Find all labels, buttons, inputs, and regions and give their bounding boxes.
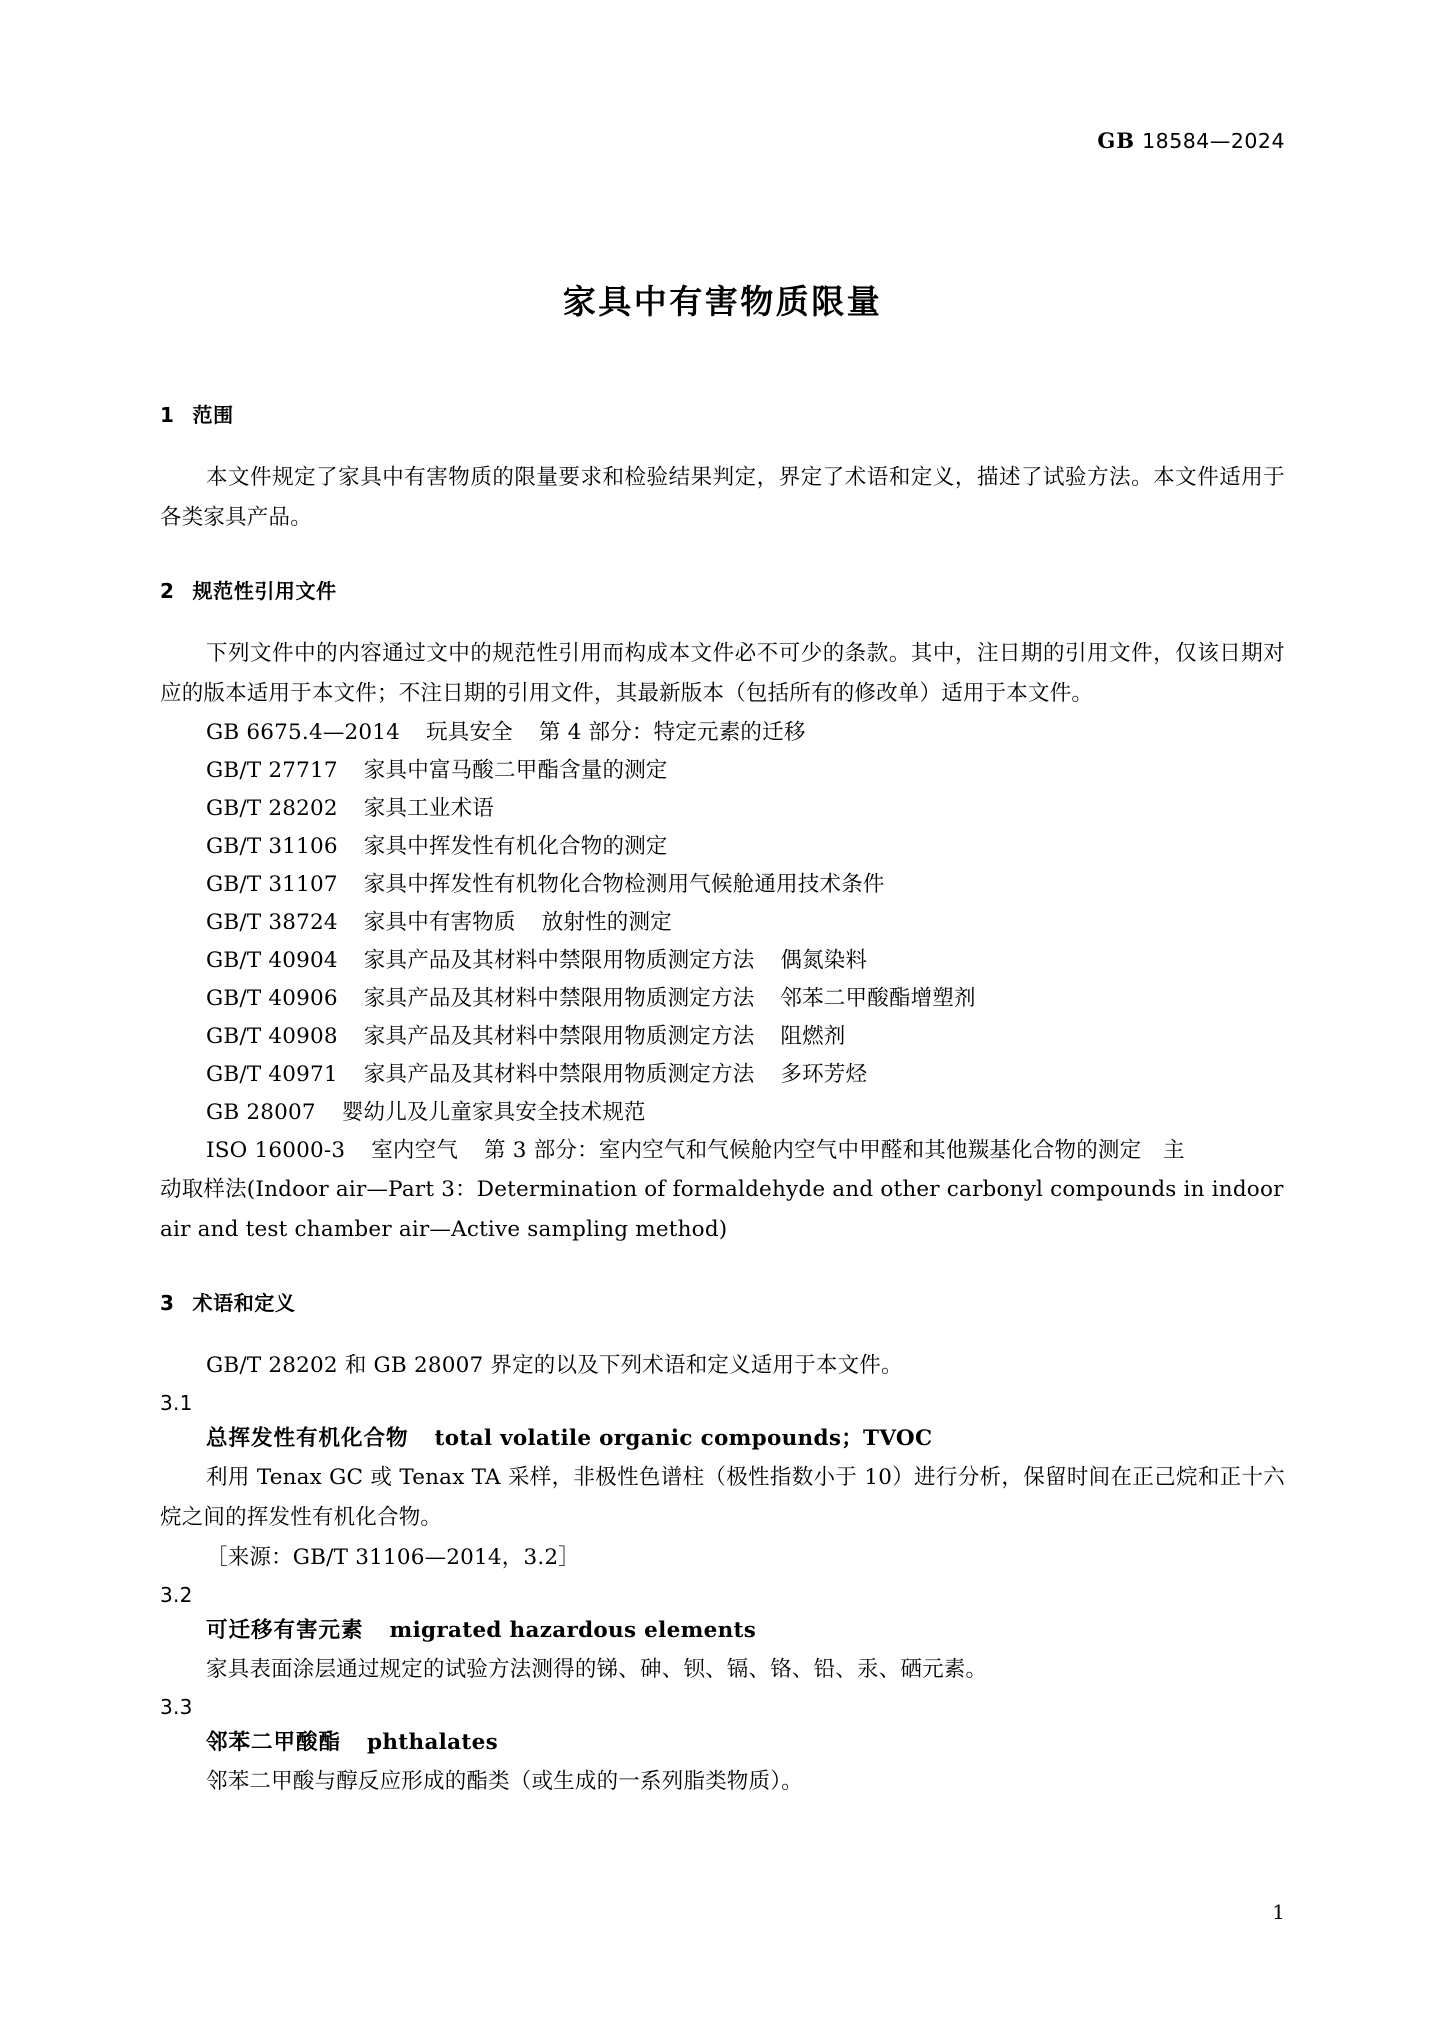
- term-name-zh: 可迁移有害元素: [206, 1618, 364, 1643]
- reference-title: 家具产品及其材料中禁限用物质测定方法: [363, 948, 755, 973]
- term-name-en: migrated hazardous elements: [389, 1618, 757, 1643]
- reference-title: 玩具安全: [426, 720, 513, 745]
- list-item: [160, 904, 1285, 942]
- reference-title: 家具产品及其材料中禁限用物质测定方法: [363, 986, 755, 1011]
- reference-part: 放射性的测定: [541, 910, 672, 935]
- list-item: [160, 980, 1285, 1018]
- reference-id: GB/T 40904: [206, 948, 338, 973]
- reference-title: 家具中挥发性有机物化合物检测用气候舱通用技术条件: [363, 872, 885, 897]
- page-number: 1: [1272, 1900, 1285, 1924]
- term-name-3-1: [160, 1420, 1285, 1458]
- reference-id: GB/T 40906: [206, 986, 338, 1011]
- reference-title: 家具中有害物质: [363, 910, 516, 935]
- term-definition-3-1: 利用 Tenax GC 或 Tenax TA 采样，非极性色谱柱（极性指数小于 10）进行分析，保留时间在正己烷和正十六烷之间的挥发性有机化合物。: [160, 1465, 1285, 1530]
- term-source-3-1: ［来源：GB/T 31106—2014，3.2］: [206, 1545, 580, 1570]
- clause-title: 术语和定义: [192, 1291, 296, 1315]
- clause-heading-scope: [160, 400, 1285, 430]
- term-name-en: total volatile organic compounds；TVOC: [434, 1426, 933, 1451]
- iso-reference-continuation-line-2: air and test chamber air—Active sampling method): [160, 1217, 728, 1242]
- list-item: [160, 714, 1285, 752]
- reference-title: 家具中挥发性有机化合物的测定: [363, 834, 668, 859]
- list-item: [160, 828, 1285, 866]
- standard-number: 18584—2024: [1142, 129, 1285, 153]
- list-item: [160, 1132, 1285, 1170]
- document-body: [160, 400, 1285, 1802]
- reference-id: GB/T 27717: [206, 758, 338, 783]
- list-item: [160, 942, 1285, 980]
- normative-reference-list: [160, 714, 1285, 1170]
- scope-paragraph: 本文件规定了家具中有害物质的限量要求和检验结果判定，界定了术语和定义，描述了试验方法。本文件适用于各类家具产品。: [160, 465, 1285, 530]
- reference-id: GB/T 38724: [206, 910, 338, 935]
- reference-title: 家具产品及其材料中禁限用物质测定方法: [363, 1024, 755, 1049]
- standard-code: GB: [1097, 128, 1136, 153]
- term-name-3-2: [160, 1612, 1285, 1650]
- reference-part: 第 3 部分：室内空气和气候舱内空气中甲醛和其他羰基化合物的测定 主: [484, 1138, 1185, 1163]
- reference-title: 家具中富马酸二甲酯含量的测定: [363, 758, 668, 783]
- reference-part: 邻苯二甲酸酯增塑剂: [780, 986, 976, 1011]
- term-name-zh: 邻苯二甲酸酯: [206, 1730, 342, 1755]
- clause-number: 1: [160, 403, 175, 427]
- clause-heading-terms-and-definitions: [160, 1288, 1285, 1318]
- term-name-en: phthalates: [367, 1730, 498, 1755]
- reference-id: GB/T 31107: [206, 872, 338, 897]
- clause-heading-normative-references: [160, 576, 1285, 606]
- list-item: [160, 1094, 1285, 1132]
- running-header: [160, 128, 1285, 158]
- term-number-3-2: 3.2: [160, 1583, 193, 1607]
- clause-title: 规范性引用文件: [192, 579, 337, 603]
- reference-part: 第 4 部分：特定元素的迁移: [538, 720, 806, 745]
- reference-id: ISO 16000-3: [206, 1138, 346, 1163]
- reference-id: GB/T 28202: [206, 796, 338, 821]
- term-name-zh: 总挥发性有机化合物: [206, 1426, 409, 1451]
- reference-part: 多环芳烃: [780, 1062, 868, 1087]
- clause-number: 3: [160, 1291, 175, 1315]
- list-item: [160, 866, 1285, 904]
- reference-title: 家具工业术语: [363, 796, 494, 821]
- reference-title: 婴幼儿及儿童家具安全技术规范: [341, 1100, 646, 1125]
- reference-id: GB/T 31106: [206, 834, 338, 859]
- clause-title: 范围: [192, 403, 234, 427]
- term-number-3-3: 3.3: [160, 1695, 193, 1719]
- reference-part: 偶氮染料: [780, 948, 868, 973]
- clause-number: 2: [160, 579, 175, 603]
- reference-id: GB/T 40971: [206, 1062, 338, 1087]
- term-number-3-1: 3.1: [160, 1391, 193, 1415]
- term-definition-3-3: 邻苯二甲酸与醇反应形成的酯类（或生成的一系列脂类物质）。: [206, 1769, 803, 1794]
- reference-id: GB 28007: [206, 1100, 316, 1125]
- iso-reference-continuation-line-1: 动取样法(Indoor air—Part 3：Determination of formaldehyde and other carbonyl compounds in indoor: [160, 1177, 1284, 1202]
- terms-intro: GB/T 28202 和 GB 28007 界定的以及下列术语和定义适用于本文件。: [206, 1353, 903, 1378]
- list-item: [160, 1018, 1285, 1056]
- reference-title: 室内空气: [371, 1138, 459, 1163]
- reference-part: 阻燃剂: [780, 1024, 846, 1049]
- term-name-3-3: [160, 1724, 1285, 1762]
- normative-references-intro: 下列文件中的内容通过文中的规范性引用而构成本文件必不可少的条款。其中，注日期的引用文件，仅该日期对应的版本适用于本文件；不注日期的引用文件，其最新版本（包括所有的修改单）适用于本文件。: [160, 641, 1285, 706]
- reference-id: GB 6675.4—2014: [206, 720, 401, 745]
- reference-title: 家具产品及其材料中禁限用物质测定方法: [363, 1062, 755, 1087]
- page-title: 家具中有害物质限量: [562, 282, 883, 321]
- reference-id: GB/T 40908: [206, 1024, 338, 1049]
- list-item: [160, 1056, 1285, 1094]
- term-definition-3-2: 家具表面涂层通过规定的试验方法测得的锑、砷、钡、镉、铬、铅、汞、硒元素。: [206, 1657, 988, 1682]
- list-item: [160, 752, 1285, 790]
- list-item: [160, 790, 1285, 828]
